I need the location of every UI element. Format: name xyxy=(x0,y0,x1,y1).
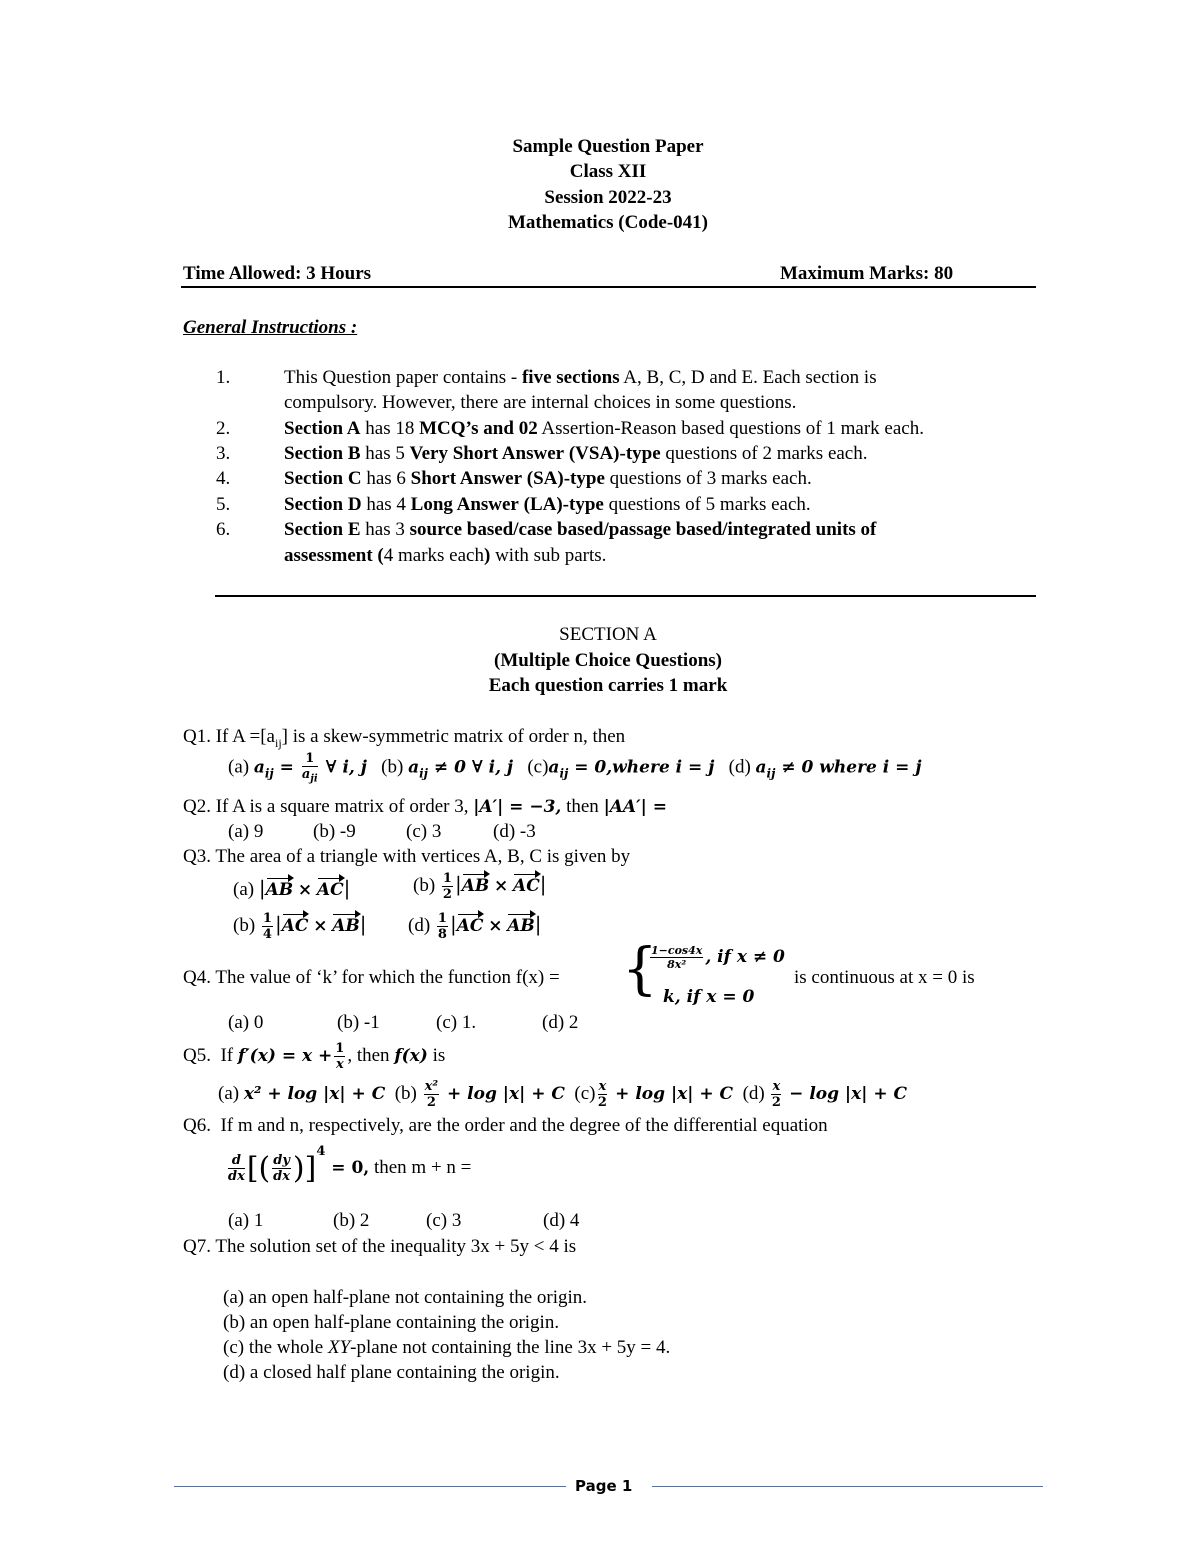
q7-option-a: (a) an open half-plane not containing the origin. xyxy=(223,1287,588,1308)
q6-equation: $\frac{d}{dx}$ [( $\frac{dy}{dx}$ )]$^4$ = 0, then m + n = xyxy=(228,1144,472,1187)
q3-option-a: (a) |AB × AC| xyxy=(233,876,351,900)
instructions-divider xyxy=(215,595,1036,597)
q4-option-d: (d) 2 xyxy=(542,1012,579,1033)
q4-option-b: (b) -1 xyxy=(337,1012,380,1033)
section-subtitle: (Multiple Choice Questions) xyxy=(494,650,722,671)
q2-option-c: (c) 3 xyxy=(406,821,442,842)
q2-option-d: (d) -3 xyxy=(493,821,536,842)
header-divider xyxy=(181,286,1036,288)
q1-options: (a) $a_{ij}$ = $\frac{1}{a_{ji}}$ ∀ i, j (b) $a_{ij} \ne 0$ ∀ i, j $(c)a_{ij}$ = 0,where i = j (d) $a_{ij} \ne 0$ where i = j xyxy=(228,751,922,785)
page-number: Page 1 xyxy=(575,1477,633,1495)
q4-brace: { xyxy=(622,937,658,1002)
q3-option-b-second: (b) $\frac{1}{4}$ |AC × AB| xyxy=(233,911,367,943)
q4-option-a: (a) 0 xyxy=(228,1012,264,1033)
q2-option-b: (b) -9 xyxy=(313,821,356,842)
q3-option-d: (d) $\frac{1}{8}$ |AC × AB| xyxy=(408,911,542,943)
footer-line-right xyxy=(652,1486,1043,1487)
session-label: Session 2022-23 xyxy=(544,187,672,208)
instructions-heading: General Instructions : xyxy=(183,317,358,338)
subject-label: Mathematics (Code-041) xyxy=(508,212,708,233)
footer-line-left xyxy=(174,1486,566,1487)
q6-option-d: (d) 4 xyxy=(543,1210,580,1231)
maximum-marks: Maximum Marks: 80 xyxy=(780,263,954,284)
class-label: Class XII xyxy=(569,161,647,182)
section-note: Each question carries 1 mark xyxy=(488,675,728,696)
q6-option-a: (a) 1 xyxy=(228,1210,264,1231)
section-title: SECTION A xyxy=(559,624,657,645)
q7-option-b: (b) an open half-plane containing the origin. xyxy=(223,1312,560,1333)
q2-option-a: (a) 9 xyxy=(228,821,264,842)
paper-title: Sample Question Paper xyxy=(512,136,704,157)
q6-option-c: (c) 3 xyxy=(426,1210,462,1231)
q4-case-2: k, if x = 0 xyxy=(663,987,755,1007)
q4-case-1: $\frac{1-\cos 4x}{\text{8x²}}$ , if x ≠ 0 xyxy=(651,944,785,971)
q4-option-c: (c) 1. xyxy=(436,1012,477,1033)
q7-option-d: (d) a closed half plane containing the origin. xyxy=(223,1362,560,1383)
time-allowed: Time Allowed: 3 Hours xyxy=(183,263,372,284)
q6-option-b: (b) 2 xyxy=(333,1210,370,1231)
q5-options: (a) x² + log |x| + C (b) $\frac{\text{x²}}{2}$ + log |x| + C (c) $\frac{x}{2}$ + log |x| + C (d) $\frac{x}{2}$ − log |x| + C xyxy=(218,1079,908,1110)
q7-option-c: (c) the whole XY-plane not containing the line 3x + 5y = 4. xyxy=(223,1337,671,1358)
q3-option-b-first: (b) $\frac{1}{2}$ |AB × AC| xyxy=(413,871,547,903)
